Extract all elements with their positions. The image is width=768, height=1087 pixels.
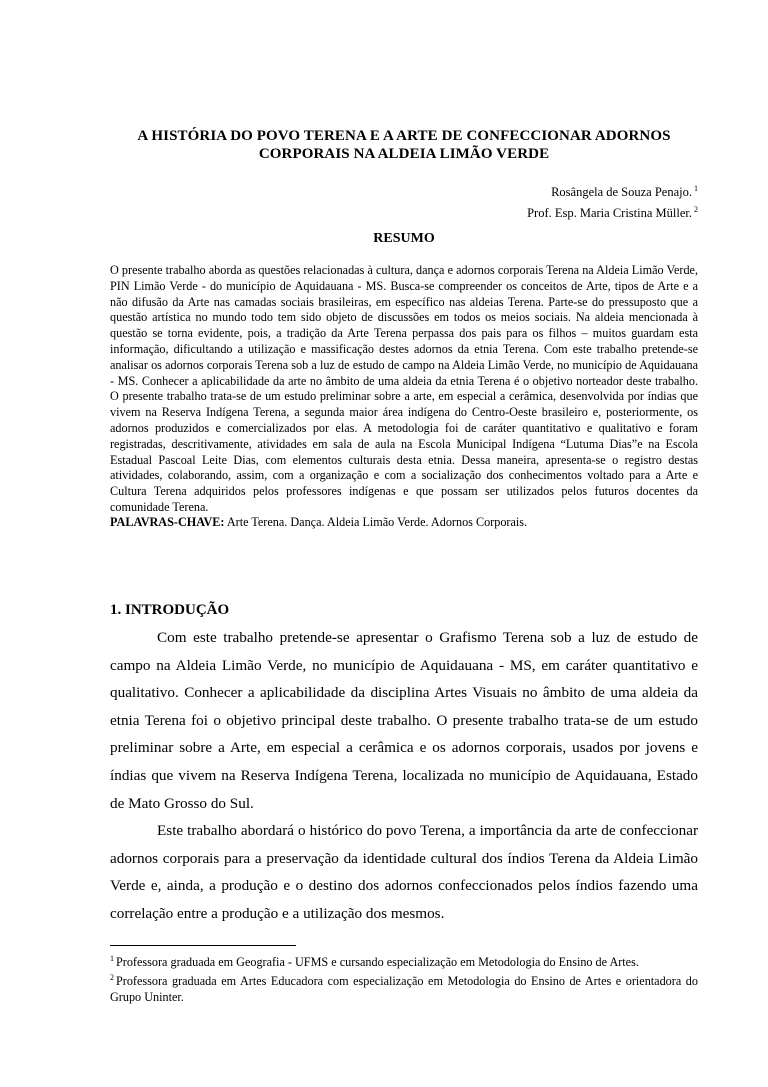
title-line-2: CORPORAIS NA ALDEIA LIMÃO VERDE <box>258 146 550 162</box>
introduction-body <box>110 624 698 928</box>
section-heading-introduction: 1. INTRODUÇÃO <box>110 602 230 618</box>
footnote-mark: 1 <box>110 954 114 963</box>
author-name: Prof. Esp. Maria Cristina Müller. <box>527 206 692 220</box>
author-footnote-mark: 1 <box>694 184 698 193</box>
keywords <box>110 515 698 530</box>
author-2 <box>527 201 698 222</box>
keywords-text: Arte Terena. Dança. Aldeia Limão Verde. Adornos Corporais. <box>226 515 528 529</box>
footnote-mark: 2 <box>110 973 114 982</box>
abstract-text: O presente trabalho aborda as questões relacionadas à cultura, dança e adornos corporais Terena na Aldeia Limão Verde, PIN Limão Verde - do município de Aquidauana - MS. Busca-se compreender os conceitos de Arte, tipos de Arte e a não difusão da Arte nas camadas sociais brasileiras, em específico nas aldeias Terena. Parte-se do pressuposto que a questão artística no mundo todo tem sido objeto de discussões em todos os meios sociais. Na aldeia mencionada à questão se torna evidente, pois, a tradição da Arte Terena perpassa dos pais para os filhos – muitos guardam esta informação, dificultando a utilização e massificação destes adornos da etnia Terena. Com este trabalho pretende-se analisar os adornos corporais Terena sob a luz de estudo de campo na Aldeia Limão Verde, no município de Aquidauana - MS. Conhecer a aplicabilidade da arte no âmbito de uma aldeia da etnia Terena é o objetivo norteador deste trabalho. O presente trabalho trata-se de um estudo preliminar sobre a arte, em especial a cerâmica, desenvolvida por índias que vivem na Reserva Indígena Terena, a segunda maior área indígena do Centro-Oeste brasileiro e, posteriormente, os adornos produzidos e comercializados por elas. A metodologia foi de caráter quantitativo e qualitativo e foram registradas, descritivamente, atividades em sala de aula na Escola Municipal Indígena “Lutuma Dias”e na Escola Estadual Pascoal Leite Dias, com elementos culturais desta etnia. Dessa maneira, apresenta-se o registro destas atividades, colaborando, assim, com a organização e com a socialização dos conhecimentos voltado para a Arte e Cultura Terena adquiridos pelos professores indígenas e que possam ser utilizados pelos futuros docentes da comunidade Terena. <box>110 263 698 514</box>
footnotes <box>110 951 698 1005</box>
paragraph: Com este trabalho pretende-se apresentar o Grafismo Terena sob a luz de estudo de campo na Aldeia Limão Verde, no município de Aquidauana - MS, em caráter quantitativo e qualitativo. Conhecer a aplicabilidade da disciplina Artes Visuais no âmbito de uma aldeia da etnia Terena foi o objetivo principal deste trabalho. O presente trabalho trata-se de um estudo preliminar sobre a Arte, em especial a cerâmica e os adornos corporais, usados por jovens e índias que vivem na Reserva Indígena Terena, localizada no município de Aquidauana, Estado de Mato Grosso do Sul. <box>110 629 698 812</box>
footnote-separator <box>110 945 296 946</box>
footnote-text: Professora graduada em Geografia - UFMS e cursando especialização em Metodologia do Ensino de Artes. <box>116 955 639 969</box>
footnote-1 <box>110 951 698 970</box>
abstract-heading: RESUMO <box>373 231 435 246</box>
keywords-label: PALAVRAS-CHAVE: <box>110 515 225 529</box>
title-line-1: A HISTÓRIA DO POVO TERENA E A ARTE DE CONFECCIONAR ADORNOS <box>137 128 671 144</box>
footnote-2 <box>110 970 698 1005</box>
paper-title <box>110 127 698 163</box>
author-footnote-mark: 2 <box>694 205 698 214</box>
author-list <box>527 180 698 222</box>
author-1 <box>527 180 698 201</box>
footnote-text: Professora graduada em Artes Educadora com especialização em Metodologia do Ensino de Artes e orientadora do Grupo Uninter. <box>110 974 698 1004</box>
author-name: Rosângela de Souza Penajo. <box>551 185 692 199</box>
paragraph: Este trabalho abordará o histórico do povo Terena, a importância da arte de confeccionar adornos corporais para a preservação da identidade cultural dos índios Terena da Aldeia Limão Verde e, ainda, a produção e o destino dos adornos confeccionados pelos índios fazendo uma correlação entre a produção e a utilização dos mesmos. <box>110 822 698 922</box>
